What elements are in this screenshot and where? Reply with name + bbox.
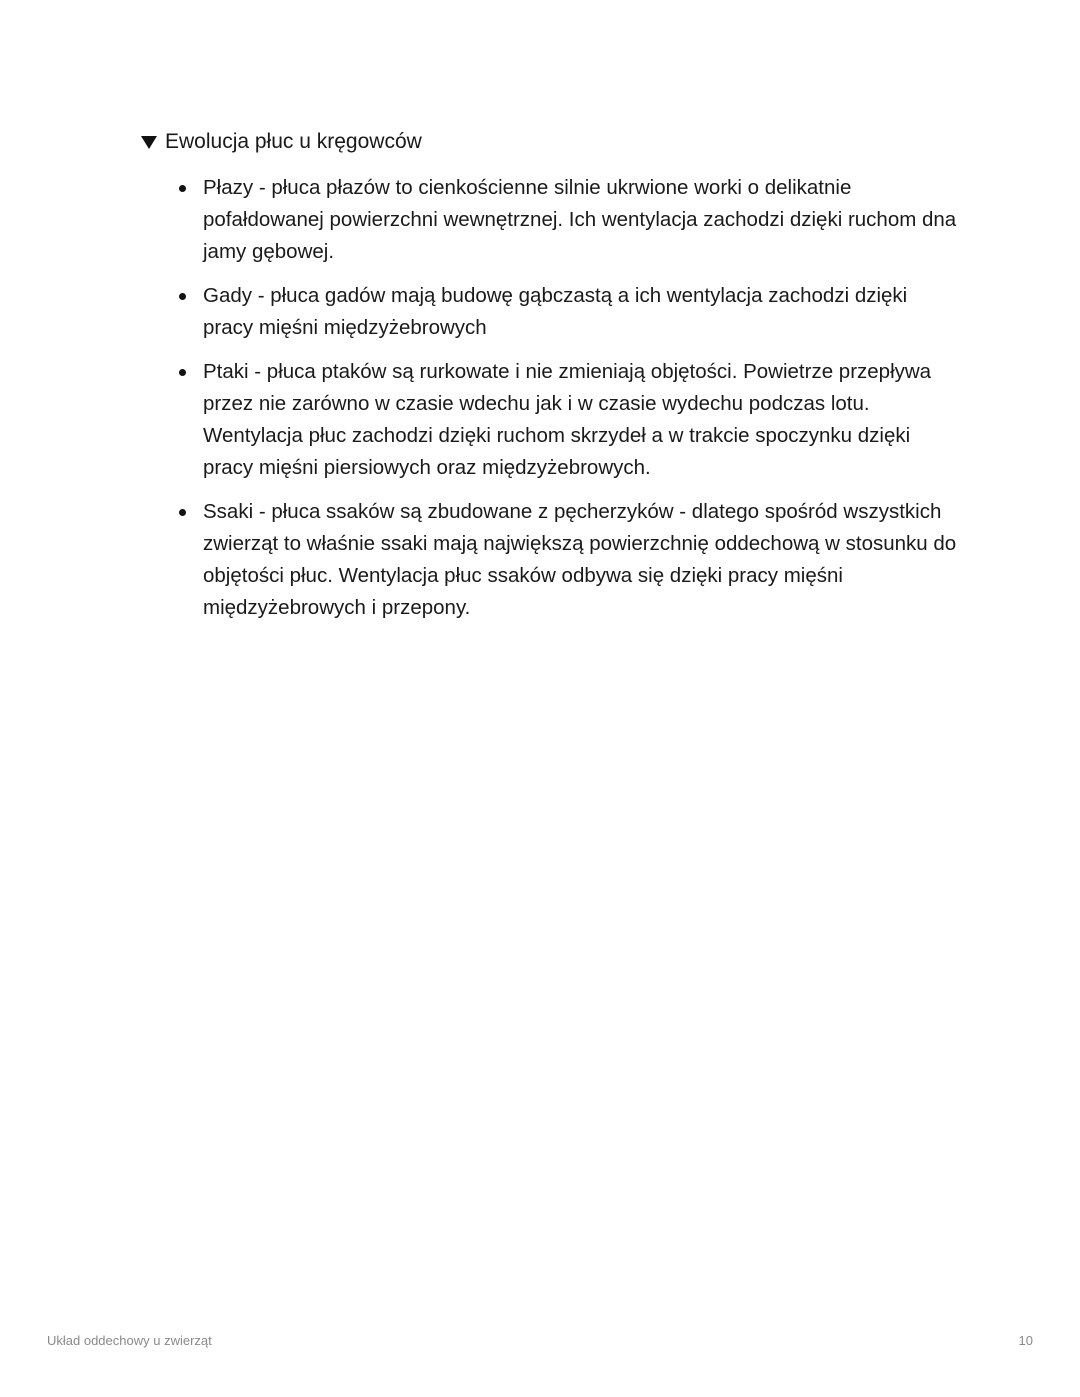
triangle-down-icon[interactable] <box>141 136 157 149</box>
bullet-dot-icon <box>179 293 186 300</box>
toggle-title: Ewolucja płuc u kręgowców <box>165 130 422 153</box>
list-item-text: Ssaki - płuca ssaków są zbudowane z pęcherzyków - dlatego spośród wszystkich zwierząt to właśnie ssaki mają największą powierzchnię oddechową w stosunku do objętości płuc. Wentylacja płuc ssaków odbywa się dzięki pracy mięśni międzyżebrowych i przepony. <box>203 500 957 619</box>
bullet-list <box>178 172 958 636</box>
list-item <box>178 280 958 344</box>
list-item-text: Płazy - płuca płazów to cienkościenne silnie ukrwione worki o delikatnie pofałdowanej powierzchni wewnętrznej. Ich wentylacja zachodzi dzięki ruchom dna jamy gębowej. <box>203 176 957 263</box>
bullet-dot-icon <box>179 185 186 192</box>
toggle-block <box>141 126 961 158</box>
list-item-text: Ptaki - płuca ptaków są rurkowate i nie zmieniają objętości. Powietrze przepływa przez nie zarówno w czasie wdechu jak i w czasie wydechu podczas lotu. Wentylacja płuc zachodzi dzięki ruchom skrzydeł a w trakcie spoczynku dzięki pracy mięśni piersiowych oraz międzyżebrowych. <box>203 360 932 479</box>
bullet-dot-icon <box>179 369 186 376</box>
list-item <box>178 356 958 484</box>
bullet-dot-icon <box>179 509 186 516</box>
list-item <box>178 172 958 268</box>
footer-document-title: Układ oddechowy u zwierząt <box>47 1333 212 1348</box>
list-item <box>178 496 958 624</box>
footer-page-number: 10 <box>1018 1333 1033 1348</box>
list-item-text: Gady - płuca gadów mają budowę gąbczastą a ich wentylacja zachodzi dzięki pracy mięśni międzyżebrowych <box>203 284 908 339</box>
toggle-header[interactable] <box>141 126 961 158</box>
